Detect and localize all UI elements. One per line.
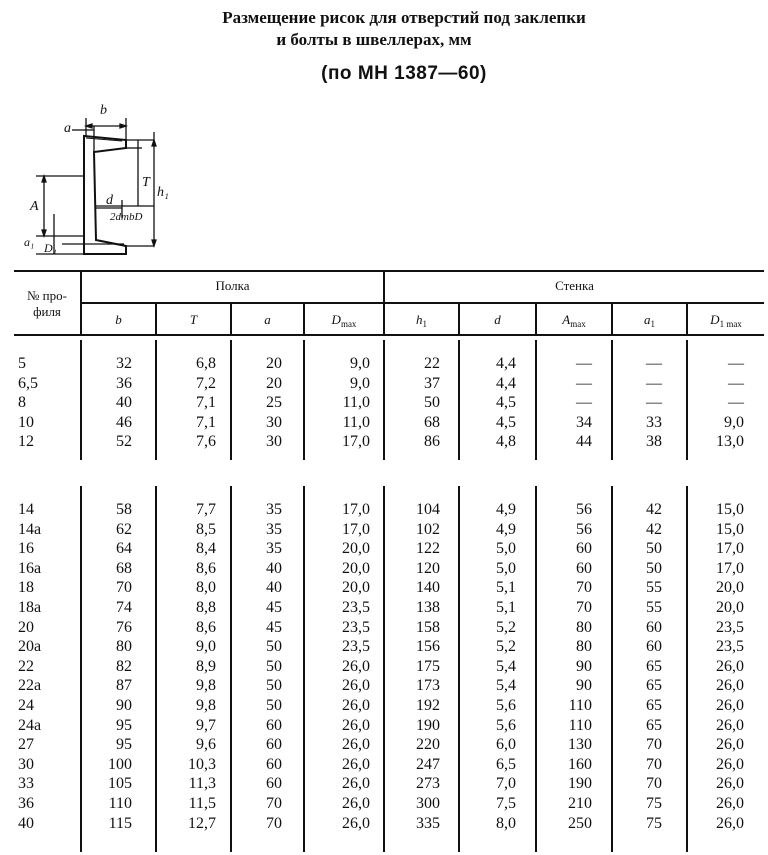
cell-a1: 42 bbox=[646, 520, 662, 538]
cell-a1: 50 bbox=[646, 559, 662, 577]
cell-b: 62 bbox=[116, 520, 132, 538]
cell-D: 26,0 bbox=[342, 736, 370, 754]
cell-h1: 300 bbox=[416, 795, 440, 812]
body-rule bbox=[611, 486, 613, 852]
body-rule bbox=[458, 340, 460, 460]
cell-h1: 247 bbox=[416, 755, 440, 773]
cell-a: 50 bbox=[266, 677, 282, 695]
cell-a1: 60 bbox=[646, 618, 662, 636]
cell-T: 7,7 bbox=[196, 501, 216, 518]
cell-D: 23,5 bbox=[342, 618, 370, 636]
header-col-a bbox=[232, 312, 303, 327]
cell-h1: 192 bbox=[416, 697, 440, 714]
cell-D: 23,5 bbox=[342, 638, 370, 656]
cell-a1: 75 bbox=[646, 795, 662, 812]
header-col-Amax-text: A bbox=[562, 312, 571, 327]
cell-profile: 24 bbox=[18, 697, 34, 714]
cell-A: 250 bbox=[568, 814, 592, 832]
cell-b: 95 bbox=[116, 716, 132, 734]
header-group-polka: Полка bbox=[215, 278, 250, 293]
dim-label-A: A bbox=[30, 199, 39, 214]
cell-a1: 70 bbox=[646, 736, 662, 754]
body-rule bbox=[80, 486, 82, 852]
cell-b: 36 bbox=[116, 374, 132, 392]
title-line-2: и болты в швеллерах, мм bbox=[276, 30, 472, 49]
cell-D1: 26,0 bbox=[716, 795, 744, 812]
channel-section-diagram bbox=[14, 96, 184, 268]
cell-a1: — bbox=[646, 394, 662, 411]
cell-D1: 26,0 bbox=[716, 736, 744, 754]
cell-A: — bbox=[576, 355, 592, 372]
dim-label-a1: a₁ bbox=[24, 235, 35, 249]
header-col-a1-text: a bbox=[644, 312, 651, 327]
cell-profile: 30 bbox=[18, 755, 34, 773]
cell-T: 8,0 bbox=[196, 579, 216, 597]
cell-a1: 38 bbox=[646, 433, 662, 450]
cell-d: 5,4 bbox=[496, 677, 516, 695]
table-top-rule bbox=[14, 270, 764, 272]
cell-D: 26,0 bbox=[342, 795, 370, 812]
cell-A: 190 bbox=[568, 775, 592, 793]
cell-A: 70 bbox=[576, 599, 592, 616]
cell-b: 105 bbox=[108, 775, 132, 793]
cell-D1: 13,0 bbox=[716, 433, 744, 450]
header-col-T-text: T bbox=[189, 312, 198, 327]
cell-a: 30 bbox=[266, 413, 282, 431]
cell-a: 60 bbox=[266, 736, 282, 754]
cell-A: — bbox=[576, 374, 592, 392]
cell-a: 20 bbox=[266, 355, 282, 372]
cell-h1: 104 bbox=[416, 501, 440, 518]
cell-profile: 24а bbox=[18, 716, 42, 734]
cell-T: 9,8 bbox=[196, 697, 216, 714]
cell-h1: 273 bbox=[416, 775, 440, 793]
cell-T: 10,3 bbox=[188, 755, 216, 773]
dim-label-b: b bbox=[100, 103, 107, 118]
cell-D1: 20,0 bbox=[716, 579, 744, 597]
cell-A: 56 bbox=[576, 520, 592, 538]
cell-a: 20 bbox=[266, 374, 282, 392]
cell-d: 5,0 bbox=[496, 559, 516, 577]
cell-D: 23,5 bbox=[342, 599, 370, 616]
cell-d: 7,0 bbox=[496, 775, 516, 793]
cell-profile: 16 bbox=[18, 540, 34, 558]
cell-d: 4,5 bbox=[496, 394, 516, 411]
cell-T: 7,1 bbox=[196, 394, 216, 411]
cell-D: 26,0 bbox=[342, 814, 370, 832]
cell-h1: 156 bbox=[416, 638, 440, 656]
header-col-d bbox=[460, 312, 535, 327]
cell-T: 8,8 bbox=[196, 599, 216, 616]
cell-T: 8,6 bbox=[196, 618, 216, 636]
cell-profile: 22а bbox=[18, 677, 42, 695]
header-col-a-text: a bbox=[264, 312, 271, 327]
header-col-h1-text: h bbox=[416, 312, 423, 327]
cell-b: 68 bbox=[116, 559, 132, 577]
cell-h1: 175 bbox=[416, 657, 440, 675]
cell-a: 40 bbox=[266, 559, 282, 577]
header-col-Amax bbox=[537, 312, 611, 329]
header-bottom-rule bbox=[14, 334, 764, 336]
cell-a: 25 bbox=[266, 394, 282, 411]
cell-b: 70 bbox=[116, 579, 132, 597]
cell-profile: 14 bbox=[18, 501, 34, 518]
cell-profile: 18 bbox=[18, 579, 34, 597]
cell-D: 26,0 bbox=[342, 755, 370, 773]
cell-D1: 26,0 bbox=[716, 814, 744, 832]
cell-a1: 55 bbox=[646, 599, 662, 616]
cell-profile: 14а bbox=[18, 520, 42, 538]
cell-T: 7,1 bbox=[196, 413, 216, 431]
cell-profile: 16а bbox=[18, 559, 42, 577]
cell-profile: 27 bbox=[18, 736, 34, 754]
cell-D: 11,0 bbox=[342, 413, 370, 431]
header-col-Dmax-text: D bbox=[331, 312, 341, 327]
cell-a1: 70 bbox=[646, 775, 662, 793]
cell-d: 4,9 bbox=[496, 501, 516, 518]
cell-A: — bbox=[576, 394, 592, 411]
cell-T: 7,2 bbox=[196, 374, 216, 392]
cell-d: 6,5 bbox=[496, 755, 516, 773]
cell-D: 9,0 bbox=[350, 355, 370, 372]
title-line-1: Размещение рисок для отверстий под заклепки bbox=[222, 8, 586, 27]
cell-profile: 22 bbox=[18, 657, 34, 675]
cell-d: 5,0 bbox=[496, 540, 516, 558]
cell-h1: 86 bbox=[424, 433, 440, 450]
cell-a1: 50 bbox=[646, 540, 662, 558]
body-rule bbox=[155, 340, 157, 460]
cell-d: 5,4 bbox=[496, 657, 516, 675]
cell-T: 9,8 bbox=[196, 677, 216, 695]
header-col-a1-sub: 1 bbox=[650, 319, 655, 329]
cell-h1: 120 bbox=[416, 559, 440, 577]
cell-D1: — bbox=[728, 374, 744, 392]
cell-T: 6,8 bbox=[196, 355, 216, 372]
cell-A: 56 bbox=[576, 501, 592, 518]
cell-a1: 55 bbox=[646, 579, 662, 597]
cell-h1: 102 bbox=[416, 520, 440, 538]
cell-a1: 65 bbox=[646, 697, 662, 714]
cell-a1: 33 bbox=[646, 413, 662, 431]
cell-d: 6,0 bbox=[496, 736, 516, 754]
cell-a: 35 bbox=[266, 520, 282, 538]
cell-a: 50 bbox=[266, 657, 282, 675]
cell-A: 60 bbox=[576, 559, 592, 577]
cell-A: 130 bbox=[568, 736, 592, 754]
body-rule bbox=[458, 486, 460, 852]
cell-D1: 26,0 bbox=[716, 775, 744, 793]
cell-A: 80 bbox=[576, 638, 592, 656]
cell-T: 9,6 bbox=[196, 736, 216, 754]
cell-D: 20,0 bbox=[342, 540, 370, 558]
body-rule bbox=[383, 486, 385, 852]
cell-b: 64 bbox=[116, 540, 132, 558]
cell-profile: 8 bbox=[18, 394, 26, 411]
cell-b: 52 bbox=[116, 433, 132, 450]
cell-D: 17,0 bbox=[342, 520, 370, 538]
cell-h1: 158 bbox=[416, 618, 440, 636]
header-col-Amax-sub: max bbox=[570, 319, 586, 329]
cell-D1: 20,0 bbox=[716, 599, 744, 616]
cell-d: 5,2 bbox=[496, 638, 516, 656]
cell-b: 40 bbox=[116, 394, 132, 411]
cell-a: 45 bbox=[266, 618, 282, 636]
cell-b: 95 bbox=[116, 736, 132, 754]
cell-T: 9,7 bbox=[196, 716, 216, 734]
cell-A: 210 bbox=[568, 795, 592, 812]
cell-h1: 190 bbox=[416, 716, 440, 734]
cell-a1: 65 bbox=[646, 657, 662, 675]
body-rule bbox=[686, 486, 688, 852]
cell-D1: 26,0 bbox=[716, 657, 744, 675]
cell-a1: 65 bbox=[646, 677, 662, 695]
body-rule bbox=[230, 486, 232, 852]
cell-b: 80 bbox=[116, 638, 132, 656]
cell-a1: — bbox=[646, 374, 662, 392]
cell-A: 70 bbox=[576, 579, 592, 597]
cell-D1: 9,0 bbox=[724, 413, 744, 431]
cell-D1: 17,0 bbox=[716, 540, 744, 558]
group-header-rule bbox=[82, 302, 764, 304]
cell-a: 70 bbox=[266, 814, 282, 832]
dim-label-a: a bbox=[64, 121, 71, 136]
cell-A: 110 bbox=[568, 697, 592, 714]
cell-profile: 6,5 bbox=[18, 374, 38, 392]
body-rule bbox=[535, 340, 537, 460]
cell-D: 26,0 bbox=[342, 677, 370, 695]
cell-A: 160 bbox=[568, 755, 592, 773]
cell-b: 76 bbox=[116, 618, 132, 636]
cell-a: 30 bbox=[266, 433, 282, 450]
cell-D: 20,0 bbox=[342, 579, 370, 597]
cell-a1: 60 bbox=[646, 638, 662, 656]
body-rule bbox=[383, 340, 385, 460]
cell-A: 90 bbox=[576, 657, 592, 675]
cell-T: 11,5 bbox=[188, 795, 216, 812]
cell-D: 20,0 bbox=[342, 559, 370, 577]
cell-profile: 20а bbox=[18, 638, 42, 656]
cell-T: 8,4 bbox=[196, 540, 216, 558]
cell-h1: 335 bbox=[416, 814, 440, 832]
cell-D: 17,0 bbox=[342, 501, 370, 518]
header-col-Dmax-sub: max bbox=[340, 319, 357, 329]
cell-b: 87 bbox=[116, 677, 132, 695]
cell-a: 60 bbox=[266, 755, 282, 773]
body-rule bbox=[535, 486, 537, 852]
cell-b: 115 bbox=[108, 814, 132, 832]
header-col-h1 bbox=[385, 312, 458, 329]
dim-label-T: T bbox=[142, 175, 150, 190]
cell-profile: 12 bbox=[18, 433, 34, 450]
cell-A: 60 bbox=[576, 540, 592, 558]
header-profile-number: № про- филя bbox=[27, 288, 67, 319]
cell-d: 5,6 bbox=[496, 716, 516, 734]
cell-a: 40 bbox=[266, 579, 282, 597]
cell-D1: 26,0 bbox=[716, 755, 744, 773]
cell-D1: 23,5 bbox=[716, 618, 744, 636]
cell-profile: 10 bbox=[18, 413, 34, 431]
cell-a: 35 bbox=[266, 501, 282, 518]
dim-label-2dmbD: 2dmbD bbox=[110, 211, 143, 223]
cell-D1: — bbox=[728, 394, 744, 411]
cell-profile: 40 bbox=[18, 814, 34, 832]
cell-A: 80 bbox=[576, 618, 592, 636]
cell-D: 9,0 bbox=[350, 374, 370, 392]
cell-a: 50 bbox=[266, 697, 282, 714]
cell-a1: 65 bbox=[646, 716, 662, 734]
header-col-d-text: d bbox=[494, 312, 501, 327]
cell-b: 110 bbox=[108, 795, 132, 812]
header-col-D1max bbox=[688, 312, 764, 329]
dim-label-d: d bbox=[106, 193, 113, 208]
cell-d: 4,9 bbox=[496, 520, 516, 538]
cell-D: 26,0 bbox=[342, 716, 370, 734]
header-col-b bbox=[82, 312, 155, 327]
cell-T: 9,0 bbox=[196, 638, 216, 656]
cell-d: 4,4 bbox=[496, 355, 516, 372]
cell-T: 8,9 bbox=[196, 657, 216, 675]
cell-D1: — bbox=[728, 355, 744, 372]
header-col-T bbox=[157, 312, 230, 327]
cell-d: 4,8 bbox=[496, 433, 516, 450]
cell-b: 32 bbox=[116, 355, 132, 372]
cell-T: 8,6 bbox=[196, 559, 216, 577]
header-col-D1max-sub: 1 max bbox=[719, 319, 742, 329]
cell-D: 26,0 bbox=[342, 657, 370, 675]
dim-label-h1: h₁ bbox=[157, 185, 169, 200]
cell-h1: 220 bbox=[416, 736, 440, 754]
cell-b: 100 bbox=[108, 755, 132, 773]
cell-D1: 23,5 bbox=[716, 638, 744, 656]
cell-h1: 140 bbox=[416, 579, 440, 597]
cell-D1: 17,0 bbox=[716, 559, 744, 577]
cell-d: 5,2 bbox=[496, 618, 516, 636]
header-group-stenka: Стенка bbox=[555, 278, 594, 293]
cell-d: 5,1 bbox=[496, 579, 516, 597]
cell-A: 34 bbox=[576, 413, 592, 431]
cell-a: 60 bbox=[266, 716, 282, 734]
cell-a1: — bbox=[646, 355, 662, 372]
cell-D1: 26,0 bbox=[716, 716, 744, 734]
cell-a: 70 bbox=[266, 795, 282, 812]
body-rule bbox=[611, 340, 613, 460]
cell-a1: 70 bbox=[646, 755, 662, 773]
cell-b: 58 bbox=[116, 501, 132, 518]
cell-a1: 75 bbox=[646, 814, 662, 832]
body-rule bbox=[230, 340, 232, 460]
standard-reference: (по МН 1387—60) bbox=[321, 63, 487, 84]
cell-profile: 33 bbox=[18, 775, 34, 793]
cell-T: 8,5 bbox=[196, 520, 216, 538]
body-rule bbox=[155, 486, 157, 852]
cell-D: 26,0 bbox=[342, 697, 370, 714]
cell-A: 90 bbox=[576, 677, 592, 695]
dim-label-D1: D₁ bbox=[44, 241, 57, 255]
cell-D: 11,0 bbox=[342, 394, 370, 411]
cell-d: 7,5 bbox=[496, 795, 516, 812]
cell-d: 5,6 bbox=[496, 697, 516, 714]
cell-D: 26,0 bbox=[342, 775, 370, 793]
body-rule bbox=[686, 340, 688, 460]
cell-a: 35 bbox=[266, 540, 282, 558]
cell-h1: 68 bbox=[424, 413, 440, 431]
cell-D1: 26,0 bbox=[716, 697, 744, 714]
cell-profile: 36 bbox=[18, 795, 34, 812]
cell-D1: 15,0 bbox=[716, 501, 744, 518]
header-col-b-text: b bbox=[115, 312, 122, 327]
cell-d: 4,5 bbox=[496, 413, 516, 431]
header-col-h1-sub: 1 bbox=[422, 319, 427, 329]
cell-a: 60 bbox=[266, 775, 282, 793]
cell-h1: 37 bbox=[424, 374, 440, 392]
cell-T: 12,7 bbox=[188, 814, 216, 832]
cell-d: 5,1 bbox=[496, 599, 516, 616]
cell-profile: 18а bbox=[18, 599, 42, 616]
cell-profile: 5 bbox=[18, 355, 26, 372]
header-col-Dmax bbox=[305, 312, 383, 329]
cell-a: 50 bbox=[266, 638, 282, 656]
header-col-D1max-text: D bbox=[710, 312, 720, 327]
cell-T: 7,6 bbox=[196, 433, 216, 450]
cell-a: 45 bbox=[266, 599, 282, 616]
cell-b: 90 bbox=[116, 697, 132, 714]
cell-h1: 173 bbox=[416, 677, 440, 695]
cell-b: 82 bbox=[116, 657, 132, 675]
cell-T: 11,3 bbox=[188, 775, 216, 793]
body-rule bbox=[80, 340, 82, 460]
cell-profile: 20 bbox=[18, 618, 34, 636]
cell-h1: 50 bbox=[424, 394, 440, 411]
cell-D: 17,0 bbox=[342, 433, 370, 450]
cell-d: 8,0 bbox=[496, 814, 516, 832]
cell-h1: 22 bbox=[424, 355, 440, 372]
cell-a1: 42 bbox=[646, 501, 662, 518]
cell-A: 44 bbox=[576, 433, 592, 450]
cell-d: 4,4 bbox=[496, 374, 516, 392]
cell-b: 74 bbox=[116, 599, 132, 616]
cell-D1: 15,0 bbox=[716, 520, 744, 538]
cell-D1: 26,0 bbox=[716, 677, 744, 695]
cell-h1: 122 bbox=[416, 540, 440, 558]
header-col-a1 bbox=[613, 312, 686, 329]
cell-A: 110 bbox=[568, 716, 592, 734]
cell-b: 46 bbox=[116, 413, 132, 431]
cell-h1: 138 bbox=[416, 599, 440, 616]
